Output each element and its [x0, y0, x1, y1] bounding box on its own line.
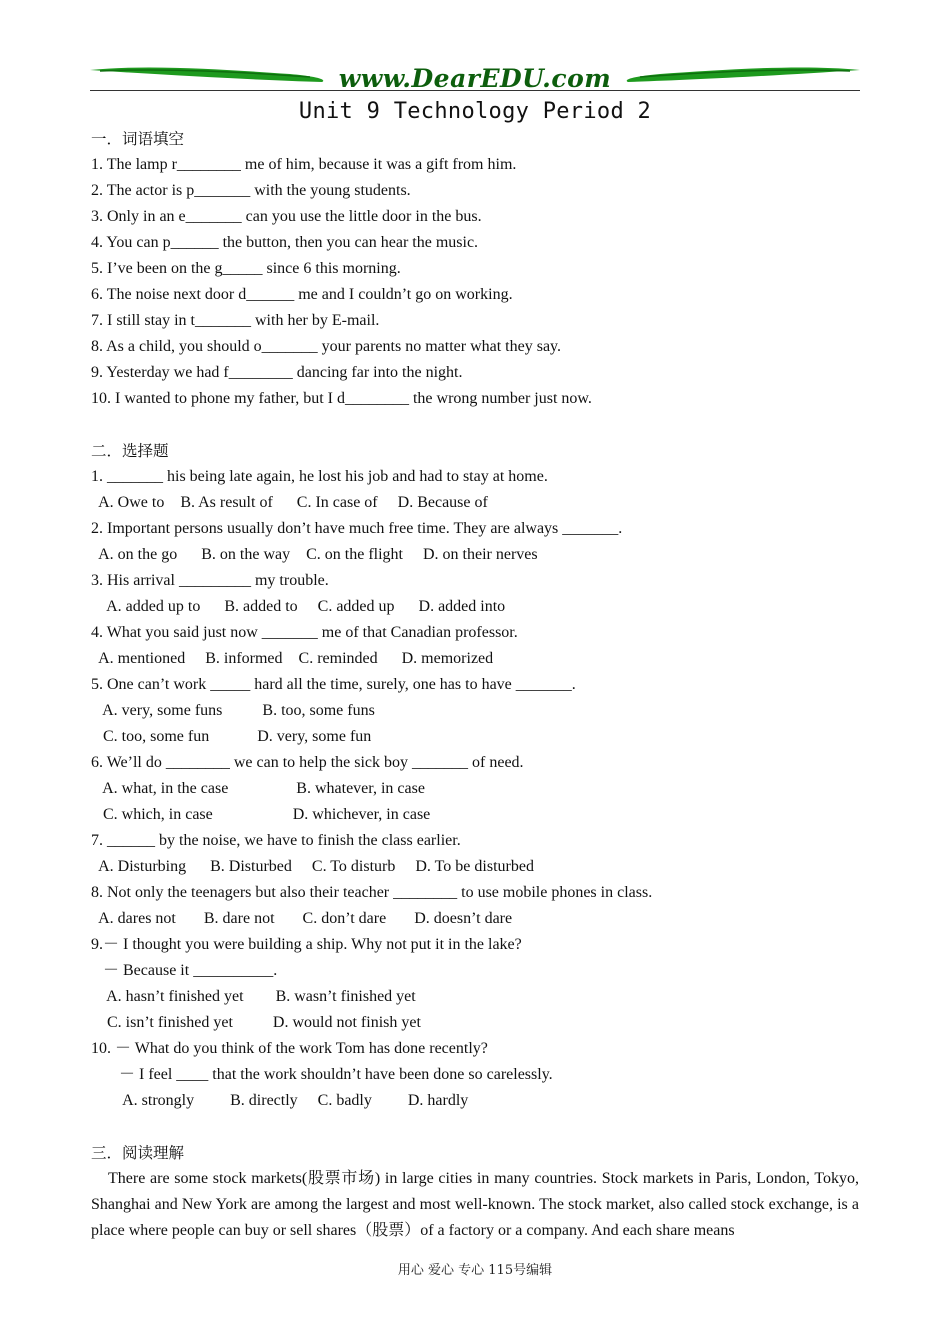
question-line: 9.－ I thought you were building a ship. Why not put it in the lake? — [91, 936, 522, 953]
fill-blank-item: 7. I still stay in t_______ with her by E-mail. — [91, 312, 380, 329]
fill-blank-item: 6. The noise next door d______ me and I couldn’t go on working. — [91, 286, 513, 303]
options-line: A. hasn’t finished yet B. wasn’t finished yet — [91, 988, 416, 1005]
question-line: 8. Not only the teenagers but also their teacher ________ to use mobile phones in class. — [91, 884, 653, 901]
question-line: 2. Important persons usually don’t have much free time. They are always _______. — [91, 520, 623, 537]
fill-blank-item: 10. I wanted to phone my father, but I d________ the wrong number just now. — [91, 390, 592, 407]
fill-blank-item: 8. As a child, you should o_______ your parents no matter what they say. — [91, 338, 561, 355]
options-line: A. dares not B. dare not C. don’t dare D. doesn’t dare — [91, 910, 513, 927]
question-line: 1. _______ his being late again, he lost his job and had to stay at home. — [91, 468, 548, 485]
header-rule — [90, 90, 860, 91]
options-line: A. strongly B. directly C. badly D. hardly — [91, 1092, 469, 1109]
question-line: 10. － What do you think of the work Tom has done recently? — [91, 1040, 488, 1057]
dialogue-line: － I feel ____ that the work shouldn’t have been done so carelessly. — [91, 1066, 553, 1083]
options-line: A. Disturbing B. Disturbed C. To disturb D. To be disturbed — [91, 858, 534, 875]
options-line: A. mentioned B. informed C. reminded D. memorized — [91, 650, 494, 667]
reading-passage: There are some stock markets(股票市场) in large cities in many countries. Stock markets in Paris, London, Tokyo, Shanghai and New York are among the largest and most well-known. The stock market, also called stock exchange, is a place where people can buy or sell shares（股票）of a factory or a company. And each share means — [91, 1170, 859, 1239]
page-title: Unit 9 Technology Period 2 — [298, 99, 652, 124]
fill-blank-item: 2. The actor is p_______ with the young students. — [91, 182, 411, 199]
fill-blank-item: 9. Yesterday we had f________ dancing far into the night. — [91, 364, 463, 381]
options-line: C. too, some fun D. very, some fun — [91, 728, 372, 745]
section2-heading: 二．选择题 — [91, 442, 169, 460]
options-line: C. which, in case D. whichever, in case — [91, 806, 431, 823]
options-line: A. very, some funs B. too, some funs — [91, 702, 375, 719]
fill-blank-item: 5. I’ve been on the g_____ since 6 this morning. — [91, 260, 401, 277]
question-line: 6. We’ll do ________ we can to help the sick boy _______ of need. — [91, 754, 524, 771]
question-line: 3. His arrival _________ my trouble. — [91, 572, 329, 589]
site-logo-text: www.DearEDU.com — [338, 64, 612, 93]
question-line: 5. One can’t work _____ hard all the time, surely, one has to have _______. — [91, 676, 576, 693]
options-line: A. Owe to B. As result of C. In case of D. Because of — [91, 494, 488, 511]
fill-blank-item: 3. Only in an e_______ can you use the little door in the bus. — [91, 208, 482, 225]
page-footer: 用心 爱心 专心 115号编辑 — [397, 1263, 553, 1278]
fill-blank-item: 4. You can p______ the button, then you can hear the music. — [91, 234, 479, 251]
section1-heading: 一．词语填空 — [91, 130, 185, 148]
options-line: A. added up to B. added to C. added up D. added into — [91, 598, 506, 615]
question-line: 7. ______ by the noise, we have to finish the class earlier. — [91, 832, 461, 849]
options-line: A. what, in the case B. whatever, in case — [91, 780, 425, 797]
options-line: A. on the go B. on the way C. on the flight D. on their nerves — [91, 546, 538, 563]
fill-blank-item: 1. The lamp r________ me of him, because it was a gift from him. — [91, 156, 517, 173]
options-line: C. isn’t finished yet D. would not finish yet — [91, 1014, 421, 1031]
dialogue-line: － Because it __________. — [91, 962, 278, 979]
question-line: 4. What you said just now _______ me of that Canadian professor. — [91, 624, 518, 641]
section3-heading: 三．阅读理解 — [91, 1144, 185, 1162]
